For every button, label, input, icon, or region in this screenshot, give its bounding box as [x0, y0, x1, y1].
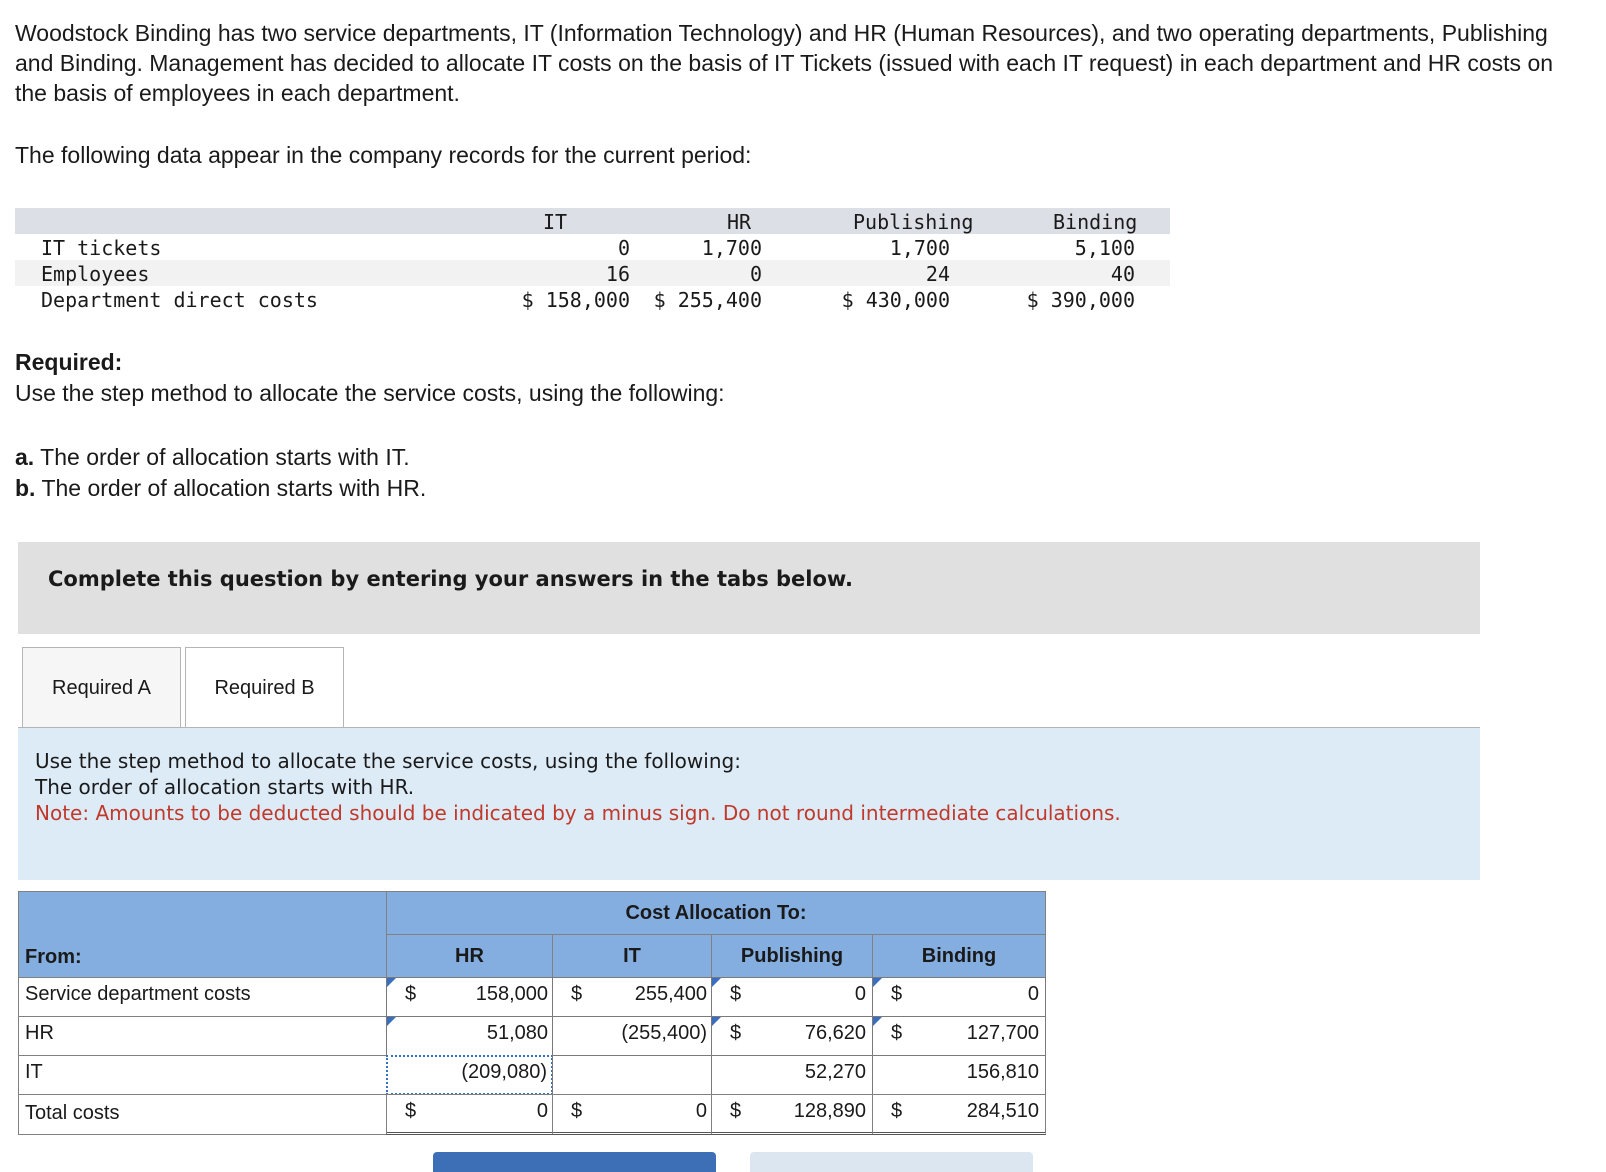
- cell-value: 24: [925, 262, 950, 286]
- row-label-hr: HR: [18, 1016, 387, 1056]
- from-label: From:: [25, 946, 82, 968]
- prev-tab-button[interactable]: [433, 1152, 716, 1172]
- banner-text: Complete this question by entering your answers in the tabs below.: [48, 567, 853, 591]
- tab-required-b[interactable]: Required B: [185, 647, 344, 728]
- tab-required-a[interactable]: Required A: [22, 647, 181, 728]
- cell-value: 0: [617, 236, 630, 260]
- cost-allocation-title: Cost Allocation To:: [625, 902, 807, 924]
- input-marker: [712, 1017, 721, 1026]
- input-service-it[interactable]: $ 255,400: [552, 977, 712, 1017]
- col-header-it: IT: [552, 934, 712, 978]
- panel-line-1: Use the step method to allocate the service costs, using the following:: [35, 749, 741, 773]
- from-header-cell: [18, 891, 387, 978]
- problem-intro: Woodstock Binding has two service departments, IT (Information Technology) and HR (Human Resources), and two operating departments, Publishing and Binding. Management has decided to allocate IT costs on the basis of IT Tickets (issued with each IT request) in each department and HR costs on the basis of employees in each department.: [15, 20, 1554, 106]
- input-hr-it[interactable]: (255,400): [552, 1016, 712, 1056]
- input-marker: [387, 978, 396, 987]
- cost-allocation-table: [18, 891, 1058, 1135]
- input-it-publishing[interactable]: 52,270: [711, 1055, 873, 1095]
- cell-value: 5,100: [1074, 236, 1135, 260]
- required-text: Use the step method to allocate the service costs, using the following:: [15, 380, 725, 406]
- row-label-service: Service department costs: [18, 977, 387, 1017]
- required-heading: Required:: [15, 349, 123, 375]
- col-header-hr: HR: [386, 934, 553, 978]
- input-it-it[interactable]: [552, 1055, 712, 1095]
- input-marker: [873, 978, 882, 987]
- col-header-binding: Binding: [872, 934, 1046, 978]
- cell-value: $ 255,400: [653, 288, 762, 312]
- company-data-table: [15, 208, 1170, 312]
- instructions-banner: [18, 542, 1480, 634]
- instruction-panel: [18, 727, 1480, 880]
- col-header-publishing: Publishing: [711, 934, 873, 978]
- row-label: Department direct costs: [41, 288, 318, 312]
- cell-value: 1,700: [701, 236, 762, 260]
- part-b-label: b.: [15, 475, 36, 501]
- input-hr-binding[interactable]: $ 127,700: [872, 1016, 1046, 1056]
- next-tab-button[interactable]: [750, 1152, 1033, 1172]
- cell-value: 0: [749, 262, 762, 286]
- panel-note: Note: Amounts to be deducted should be indicated by a minus sign. Do not round intermediate calculations.: [35, 801, 1121, 825]
- row-label: IT tickets: [41, 236, 162, 260]
- row-label-total: Total costs: [18, 1094, 387, 1135]
- part-a-label: a.: [15, 444, 35, 470]
- input-marker: [712, 978, 721, 987]
- table-row: [15, 286, 1170, 312]
- row-label-it: IT: [18, 1055, 387, 1095]
- cell-value: $ 430,000: [841, 288, 950, 312]
- total-binding: $ 284,510: [872, 1094, 1046, 1135]
- col-header-binding: Binding: [1053, 210, 1138, 234]
- input-service-binding[interactable]: $ 0: [872, 977, 1046, 1017]
- cell-value: $ 390,000: [1026, 288, 1135, 312]
- input-it-hr[interactable]: (209,080): [386, 1055, 553, 1095]
- part-a-text: The order of allocation starts with IT.: [40, 444, 410, 470]
- cell-value: 40: [1110, 262, 1135, 286]
- cost-allocation-title-cell: [386, 891, 1046, 935]
- total-hr: $ 0: [386, 1094, 553, 1135]
- col-header-hr: HR: [727, 210, 752, 234]
- input-service-publishing[interactable]: $ 0: [711, 977, 873, 1017]
- total-publishing: $ 128,890: [711, 1094, 873, 1135]
- required-parts: [15, 442, 426, 504]
- data-table-header: [15, 208, 1170, 234]
- col-header-it: IT: [543, 210, 568, 234]
- cell-value: $ 158,000: [521, 288, 630, 312]
- cell-value: 1,700: [889, 236, 950, 260]
- input-hr-publishing[interactable]: $ 76,620: [711, 1016, 873, 1056]
- input-marker: [873, 1017, 882, 1026]
- cell-value: 16: [605, 262, 630, 286]
- input-marker: [387, 1017, 396, 1026]
- records-lead: The following data appear in the company records for the current period:: [15, 142, 752, 168]
- col-header-publishing: Publishing: [853, 210, 974, 234]
- required-section: [15, 347, 725, 409]
- total-it: $ 0: [552, 1094, 712, 1135]
- part-b-text: The order of allocation starts with HR.: [41, 475, 427, 501]
- input-service-hr[interactable]: $ 158,000: [386, 977, 553, 1017]
- panel-line-2: The order of allocation starts with HR.: [35, 775, 415, 799]
- table-row: [15, 260, 1170, 286]
- input-it-binding[interactable]: 156,810: [872, 1055, 1046, 1095]
- input-hr-hr[interactable]: 51,080: [386, 1016, 553, 1056]
- table-row: [15, 234, 1170, 260]
- row-label: Employees: [41, 262, 150, 286]
